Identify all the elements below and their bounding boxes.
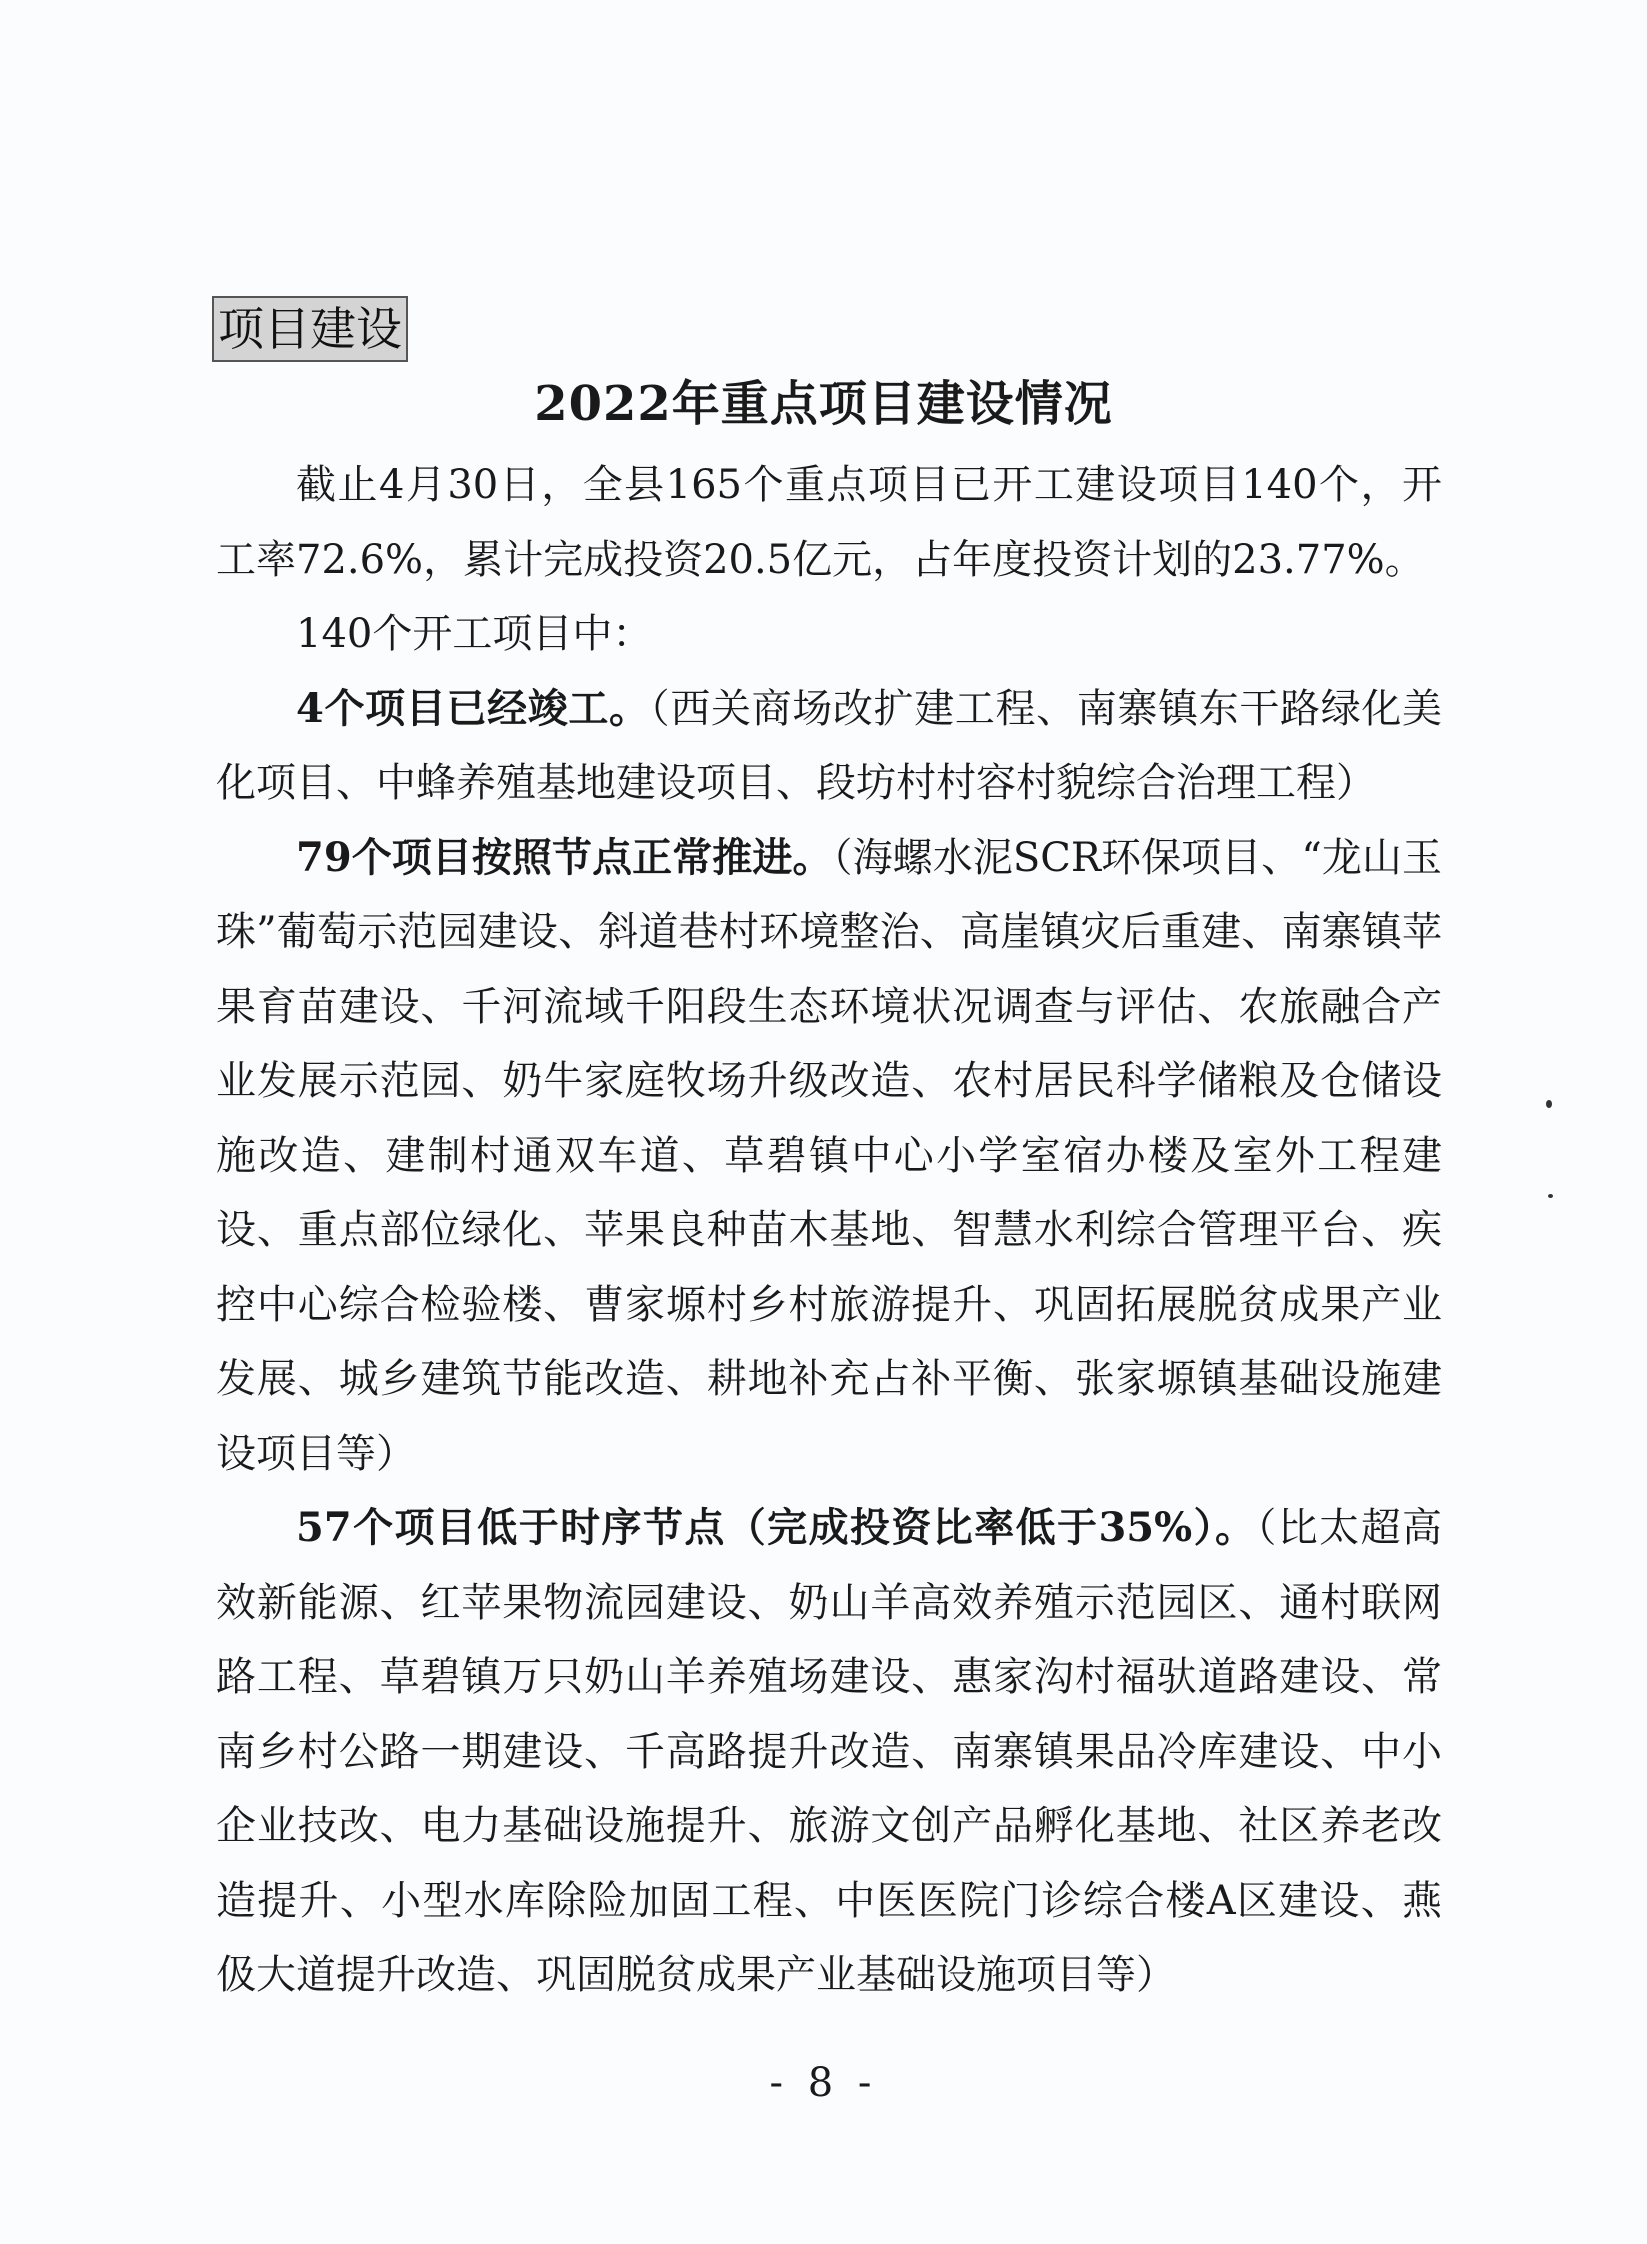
behind-lead: 57个项目低于时序节点（完成投资比率低于35%）。 — [296, 1504, 1257, 1551]
paragraph-behind — [216, 1491, 1442, 2013]
page-number: - 8 - — [769, 2060, 878, 2106]
document-body — [216, 448, 1442, 2013]
paragraph-normal — [216, 821, 1442, 1492]
document-title: 2022年重点项目建设情况 — [534, 376, 1113, 432]
completed-detail: （西关商场改扩建工程、南寨镇东干路绿化美化项目、中蜂养殖基地建设项目、段坊村村容村貌综合治理工程） — [216, 685, 1442, 806]
section-tag: 项目建设 — [212, 296, 408, 362]
scan-speck — [1548, 1194, 1553, 1198]
behind-detail: （比太超高效新能源、红苹果物流园建设、奶山羊高效养殖示范园区、通村联网路工程、草碧镇万只奶山羊养殖场建设、惠家沟村福驮道路建设、常南乡村公路一期建设、千高路提升改造、南寨镇果品冷库建设、中小企业技改、电力基础设施提升、旅游文创产品孵化基地、社区养老改造提升、小型水库除险加固工程、中医医院门诊综合楼A区建设、燕伋大道提升改造、巩固脱贫成果产业基础设施项目等） — [216, 1505, 1442, 1998]
paragraph-completed — [216, 672, 1442, 821]
normal-detail: （海螺水泥SCR环保项目、“龙山玉珠”葡萄示范园建设、斜道巷村环境整治、高崖镇灾后重建、南寨镇苹果育苗建设、千河流域千阳段生态环境状况调查与评估、农旅融合产业发展示范园、奶牛家庭牧场升级改造、农村居民科学储粮及仓储设施改造、建制村通双车道、草碧镇中心小学室宿办楼及室外工程建设、重点部位绿化、苹果良种苗木基地、智慧水利综合管理平台、疾控中心综合检验楼、曹家塬村乡村旅游提升、巩固拓展脱贫成果产业发展、城乡建筑节能改造、耕地补充占补平衡、张家塬镇基础设施建设项目等） — [216, 834, 1442, 1477]
paragraph-intro: 截止4月30日，全县165个重点项目已开工建设项目140个，开工率72.6%，累计完成投资20.5亿元，占年度投资计划的23.77%。 — [216, 462, 1442, 583]
completed-lead: 4个项目已经竣工。 — [296, 684, 650, 732]
scan-speck — [1546, 1100, 1552, 1108]
paragraph-sub-intro: 140个开工项目中： — [296, 611, 653, 657]
normal-lead: 79个项目按照节点正常推进。 — [296, 833, 833, 881]
